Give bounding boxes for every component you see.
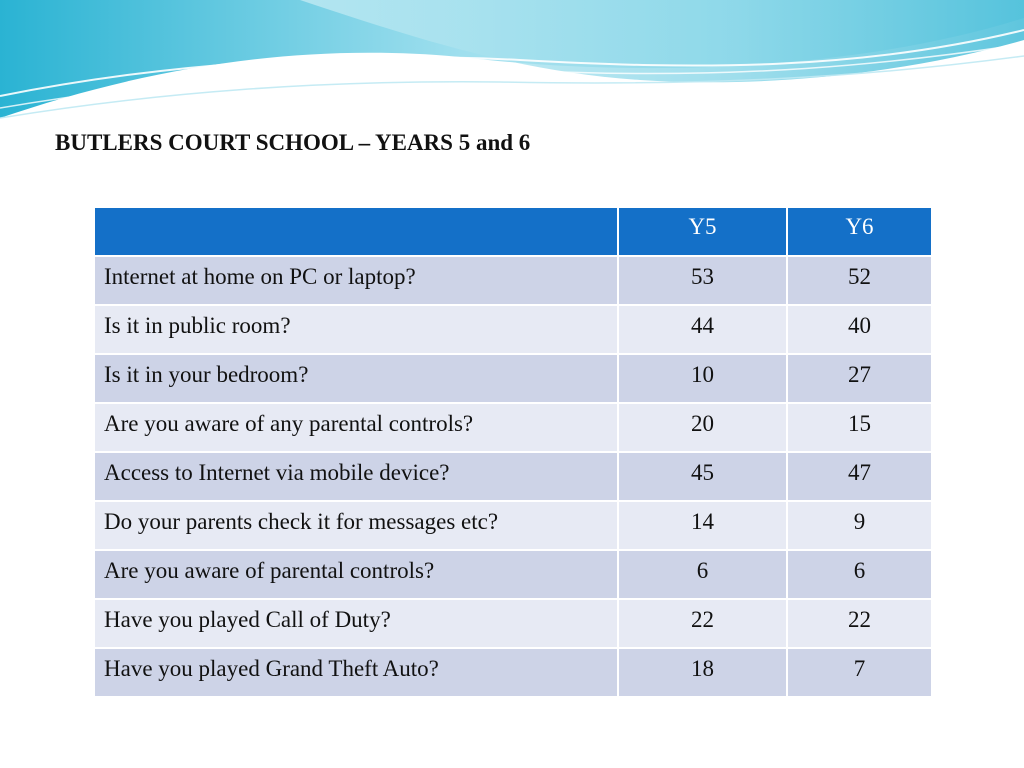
table-row xyxy=(94,305,932,354)
y5-value-cell: 14 xyxy=(618,501,787,550)
header-wave-decoration xyxy=(0,0,1024,130)
question-cell: Are you aware of parental controls? xyxy=(94,550,618,599)
y6-value-cell: 52 xyxy=(787,256,932,305)
question-cell: Is it in public room? xyxy=(94,305,618,354)
table-row xyxy=(94,403,932,452)
y5-value-cell: 22 xyxy=(618,599,787,648)
question-cell: Do your parents check it for messages etc? xyxy=(94,501,618,550)
y6-value-cell: 9 xyxy=(787,501,932,550)
y5-value-cell: 18 xyxy=(618,648,787,697)
table-row xyxy=(94,599,932,648)
y6-value-cell: 15 xyxy=(787,403,932,452)
table-row xyxy=(94,648,932,697)
y6-value-cell: 27 xyxy=(787,354,932,403)
table-row xyxy=(94,354,932,403)
table-row xyxy=(94,256,932,305)
table-row xyxy=(94,550,932,599)
question-cell: Internet at home on PC or laptop? xyxy=(94,256,618,305)
y6-value-cell: 22 xyxy=(787,599,932,648)
table-row xyxy=(94,452,932,501)
y6-value-cell: 7 xyxy=(787,648,932,697)
question-cell: Have you played Grand Theft Auto? xyxy=(94,648,618,697)
y5-value-cell: 10 xyxy=(618,354,787,403)
header-y6-cell: Y6 xyxy=(787,207,932,256)
slide-title: BUTLERS COURT SCHOOL – YEARS 5 and 6 xyxy=(55,130,531,155)
question-cell: Are you aware of any parental controls? xyxy=(94,403,618,452)
y6-value-cell: 6 xyxy=(787,550,932,599)
header-y5-cell: Y5 xyxy=(618,207,787,256)
question-cell: Is it in your bedroom? xyxy=(94,354,618,403)
header-question-cell xyxy=(94,207,618,256)
table-row xyxy=(94,501,932,550)
y5-value-cell: 6 xyxy=(618,550,787,599)
question-cell: Access to Internet via mobile device? xyxy=(94,452,618,501)
y5-value-cell: 20 xyxy=(618,403,787,452)
y5-value-cell: 53 xyxy=(618,256,787,305)
table-header-row xyxy=(94,207,932,256)
y6-value-cell: 47 xyxy=(787,452,932,501)
survey-table xyxy=(93,206,933,698)
y6-value-cell: 40 xyxy=(787,305,932,354)
question-cell: Have you played Call of Duty? xyxy=(94,599,618,648)
y5-value-cell: 44 xyxy=(618,305,787,354)
y5-value-cell: 45 xyxy=(618,452,787,501)
